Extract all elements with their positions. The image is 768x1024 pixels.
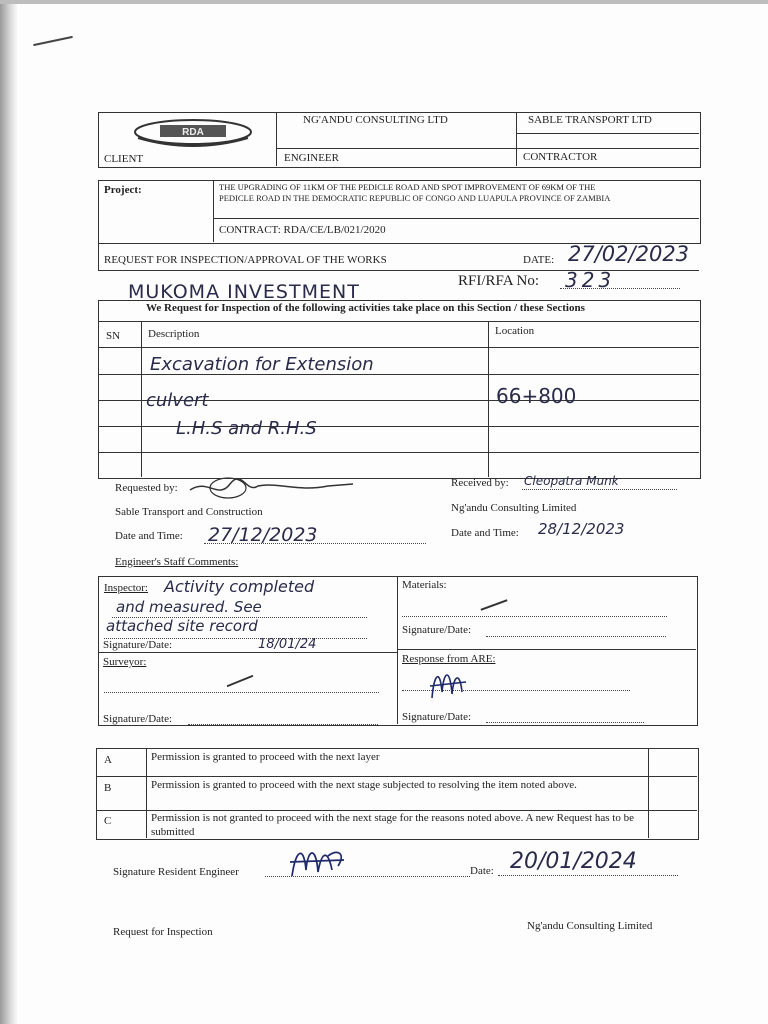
resident-engineer-signature [288,840,352,882]
surveyor-signature-date-label: Signature/Date: [103,713,173,725]
request-intro: We Request for Inspection of the following activities take place on this Section / these Sections [146,302,585,314]
permission-code-b: B [104,782,112,794]
activity-location-handwritten: 66+800 [496,384,577,408]
description-header: Description [148,328,200,340]
engineer-comments-label: Engineer's Staff Comments: [115,556,239,568]
surveyor-label: Surveyor: [103,656,147,668]
resident-engineer-signature-label: Signature Resident Engineer [113,866,239,878]
company-name-handwritten: MUKOMA INVESTMENT [128,281,360,303]
inspector-comment-line3: attached site record [106,617,258,635]
request-date-handwritten: 27/02/2023 [568,242,690,266]
inspector-signature-date-label: Signature/Date: [103,639,173,651]
inspector-date-handwritten: 18/01/24 [258,637,317,652]
final-date-label: Date: [470,865,494,877]
inspector-comment-line2: and measured. See [116,598,262,616]
rda-logo [128,116,258,152]
are-signature [426,664,470,704]
scan-top-edge [0,0,768,4]
requested-by-label: Requested by: [115,482,178,494]
rda-logo-text: RDA [182,127,204,138]
project-label: Project: [104,184,142,196]
contractor-label: CONTRACTOR [523,151,598,163]
permission-code-c: C [104,815,112,827]
footer-left-text: Request for Inspection [113,926,213,938]
requested-date-handwritten: 27/12/2023 [208,524,318,546]
received-date-handwritten: 28/12/2023 [538,520,625,538]
receiver-organisation: Ng'andu Consulting Limited [451,502,577,514]
project-description-line2: PEDICLE ROAD IN THE DEMOCRATIC REPUBLIC OF CONGO AND LUAPULA PROVINCE OF ZAMBIA [219,193,611,203]
activity-description-line3: L.H.S and R.H.S [176,418,317,439]
received-by-label: Received by: [451,477,509,489]
scan-page-edge [0,0,18,1024]
requester-signature [188,474,358,500]
consultant-name: NG'ANDU CONSULTING LTD [303,114,448,126]
location-header: Location [495,325,535,337]
inspector-label: Inspector: [104,582,148,594]
inspector-comment-line1: Activity completed [164,577,315,596]
request-title: REQUEST FOR INSPECTION/APPROVAL OF THE WORKS [104,254,387,266]
permission-text-c: Permission is not granted to proceed with the next stage for the reasons noted above. A new Request has to be submitted [151,812,634,838]
activity-description-line1: Excavation for Extension [150,354,374,375]
contractor-name: SABLE TRANSPORT LTD [528,114,652,126]
pen-mark [33,36,73,46]
requester-organisation: Sable Transport and Construction [115,506,263,518]
rfi-number-handwritten: 323 [565,268,616,292]
rfi-label: RFI/RFA No: [458,273,539,289]
permission-text-a: Permission is granted to proceed with the next layer [151,751,380,763]
contract-number: CONTRACT: RDA/CE/LB/021/2020 [219,224,386,236]
materials-signature-date-label: Signature/Date: [402,624,472,636]
receiver-name-handwritten: Cleopatra Munk [524,474,619,488]
footer-right-text: Ng'andu Consulting Limited [527,920,653,932]
are-signature-date-label: Signature/Date: [402,711,472,723]
engineer-label: ENGINEER [284,152,339,164]
permission-code-a: A [104,754,112,766]
client-label: CLIENT [104,153,144,165]
sn-header: SN [106,330,121,342]
permission-text-b: Permission is granted to proceed with the next stage subjected to resolving the item noted above. [151,779,577,791]
received-date-label: Date and Time: [451,527,519,539]
requested-date-label: Date and Time: [115,530,183,542]
activity-description-line2: culvert [146,390,209,411]
project-description-line1: THE UPGRADING OF 11KM OF THE PEDICLE ROAD AND SPOT IMPROVEMENT OF 69KM OF THE [219,182,596,192]
final-date-handwritten: 20/01/2024 [510,849,637,874]
are-response-label: Response from ARE: [402,653,496,665]
materials-label: Materials: [402,579,447,591]
date-label: DATE: [523,254,555,266]
